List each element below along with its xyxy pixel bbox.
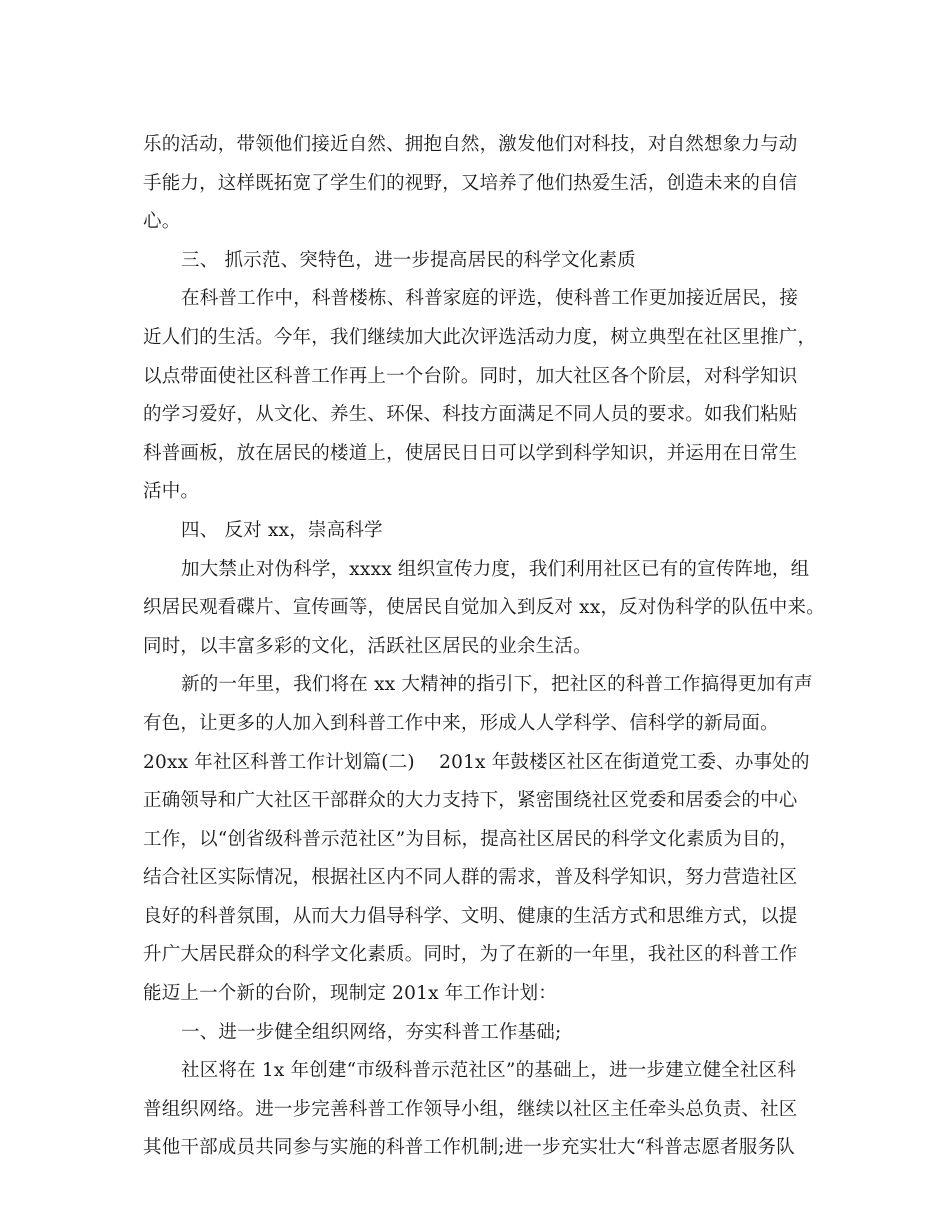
section-heading: 四、 反对 xx，崇高科学	[181, 519, 383, 541]
paragraph-line: 普组织网络。进一步完善科普工作领导小组，继续以社区主任牵头总负责、社区	[143, 1098, 798, 1120]
paragraph-line: 社区将在 1x 年创建“市级科普示范社区”的基础上，进一步建立健全社区科	[181, 1060, 797, 1082]
section-title-line: 20xx 年社区科普工作计划篇(二) 201x 年鼓楼区社区在街道党工委、办事处的	[143, 751, 810, 773]
paragraph-line: 手能力，这样既拓宽了学生们的视野，又培养了他们热爱生活，创造未来的自信	[143, 172, 798, 194]
paragraph-line: 升广大居民群众的科学文化素质。同时，为了在新的一年里，我社区的科普工作	[143, 944, 798, 966]
paragraph-line: 有色，让更多的人加入到科普工作中来，形成人人学科学、信科学的新局面。	[143, 712, 779, 734]
section-heading: 三、 抓示范、突特色，进一步提高居民的科学文化素质	[181, 249, 636, 271]
paragraph-line: 近人们的生活。今年，我们继续加大此次评选活动力度，树立典型在社区里推广，	[143, 326, 817, 348]
paragraph-line: 在科普工作中，科普楼栋、科普家庭的评选，使科普工作更加接近居民，接	[181, 288, 799, 310]
paragraph-line: 心。	[143, 211, 181, 233]
paragraph-line: 的学习爱好，从文化、养生、环保、科技方面满足不同人员的要求。如我们粘贴	[143, 404, 798, 426]
document-body	[143, 126, 825, 1168]
paragraph-line: 加大禁止对伪科学，xxxx 组织宣传力度，我们利用社区已有的宣传阵地，组	[181, 558, 810, 580]
paragraph-line: 结合社区实际情况，根据社区内不同人群的需求，普及科学知识，努力营造社区	[143, 867, 798, 889]
paragraph-line: 科普画板，放在居民的楼道上，使居民日日可以学到科学知识，并运用在日常生	[143, 442, 798, 464]
paragraph-line: 能迈上一个新的台阶，现制定 201x 年工作计划：	[143, 983, 558, 1005]
paragraph-line: 同时，以丰富多彩的文化，活跃社区居民的业余生活。	[143, 635, 592, 657]
paragraph-line: 以点带面使社区科普工作再上一个台阶。同时，加大社区各个阶层，对科学知识	[143, 365, 798, 387]
paragraph-line: 工作，以“创省级科普示范社区”为目标，提高社区居民的科学文化素质为目的，	[143, 828, 799, 850]
paragraph-line: 织居民观看碟片、宣传画等，使居民自觉加入到反对 xx，反对伪科学的队伍中来。	[143, 597, 825, 619]
paragraph-line: 其他干部成员共同参与实施的科普工作机制;进一步充实壮大“科普志愿者服务队	[143, 1137, 795, 1159]
paragraph-line: 良好的科普氛围，从而大力倡导科学、文明、健康的生活方式和思维方式，以提	[143, 905, 798, 927]
paragraph-line: 正确领导和广大社区干部群众的大力支持下，紧密围绕社区党委和居委会的中心	[143, 790, 798, 812]
paragraph-line: 新的一年里，我们将在 xx 大精神的指引下，把社区的科普工作搞得更加有声	[181, 674, 813, 696]
section-heading: 一、进一步健全组织网络，夯实科普工作基础;	[181, 1021, 562, 1043]
paragraph-line: 乐的活动，带领他们接近自然、拥抱自然，激发他们对科技，对自然想象力与动	[143, 134, 798, 155]
paragraph-line: 活中。	[143, 481, 200, 503]
